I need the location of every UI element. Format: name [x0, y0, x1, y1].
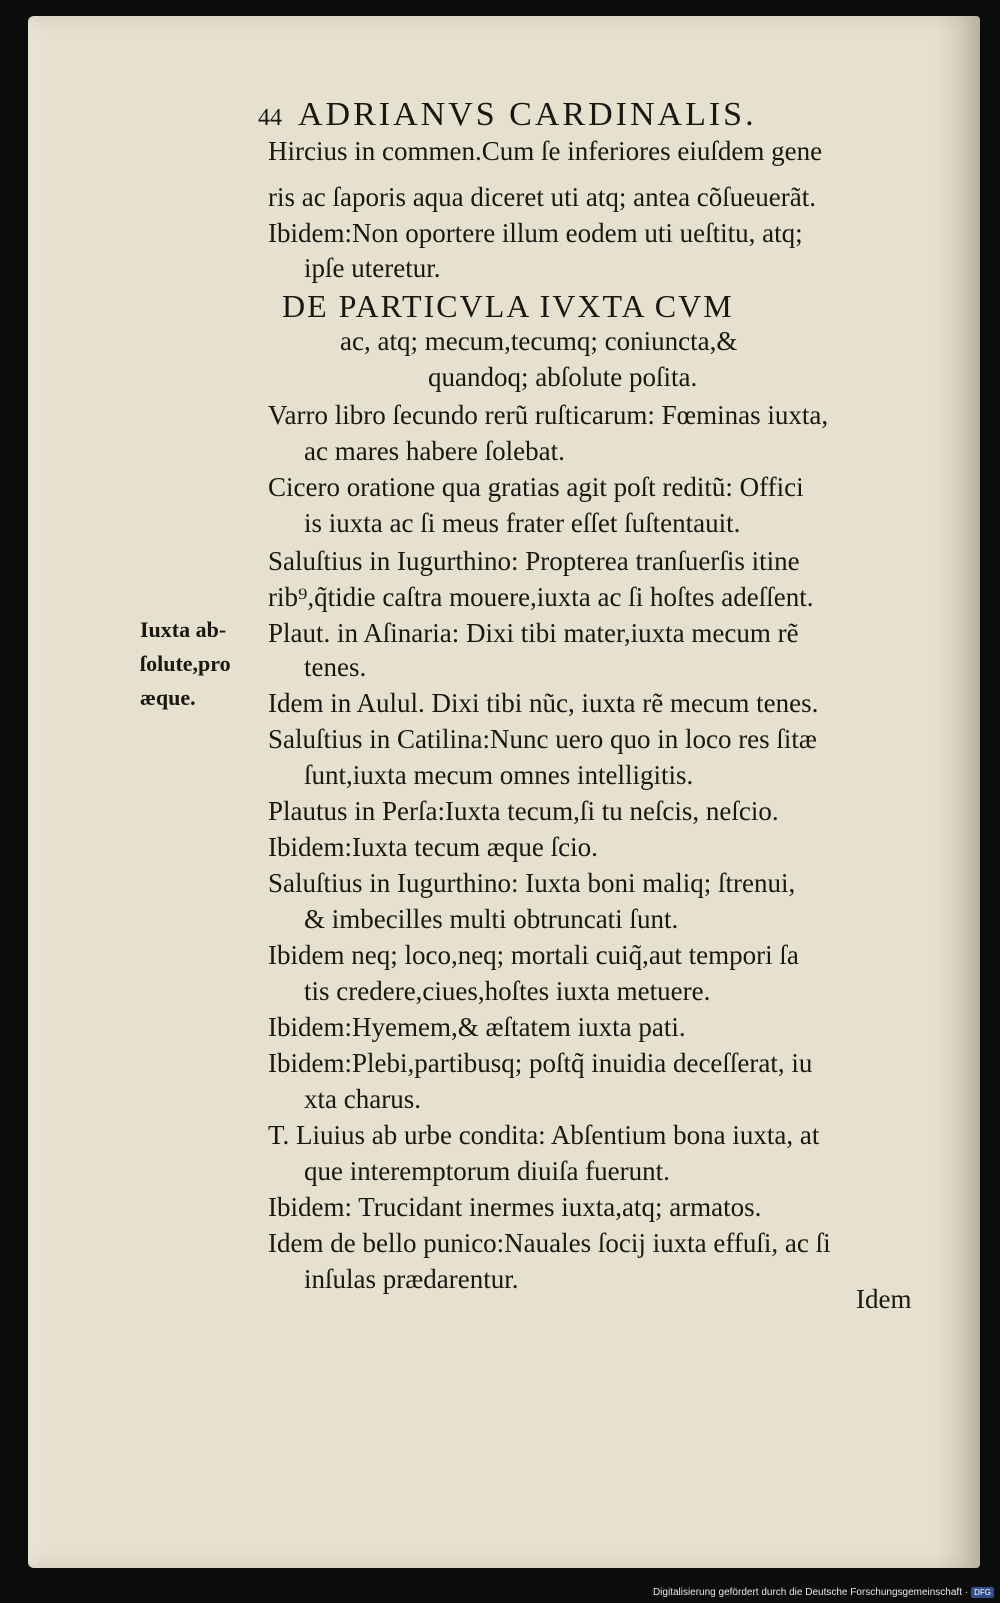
margin-note-line-1: Iuxta ab- — [140, 617, 227, 642]
text-line: ac, atq; mecum,tecumq; coniuncta,& — [340, 326, 738, 356]
digitization-credit — [653, 1587, 994, 1598]
text-line: rib⁹,q̃tidie caſtra mouere,iuxta ac ſi hoſtes adeſſent. — [268, 582, 814, 612]
text-line: Plaut. in Aſinaria: Dixi tibi mater,iuxta mecum rẽ — [268, 618, 799, 648]
text-line: Hircius in commen.Cum ſe inferiores eiuſdem gene — [268, 136, 823, 166]
text-line: Plautus in Perſa:Iuxta tecum,ſi tu neſcis, neſcio. — [268, 796, 779, 826]
text-line: is iuxta ac ſi meus frater eſſet ſuſtentauit. — [304, 508, 741, 538]
text-line: Ibidem:Hyemem,& æſtatem iuxta pati. — [268, 1012, 686, 1042]
text-line: Saluſtius in Catilina:Nunc uero quo in loco res ſitæ — [268, 724, 817, 754]
text-line: ac mares habere ſolebat. — [304, 436, 565, 466]
margin-note-line-2: ſolute,pro — [140, 651, 231, 676]
text-line: tis credere,ciues,hoſtes iuxta metuere. — [304, 976, 711, 1006]
catchword: Idem — [856, 1284, 912, 1314]
text-line: Ibidem: Trucidant inermes iuxta,atq; armatos. — [268, 1192, 762, 1222]
text-line: ipſe uteretur. — [304, 253, 441, 283]
text-line: tenes. — [304, 652, 367, 682]
text-line: Cicero oratione qua gratias agit poſt reditũ: Offici — [268, 472, 804, 502]
text-line: Saluſtius in Iugurthino: Iuxta boni maliq; ſtrenui, — [268, 868, 796, 898]
text-line: quandoq; abſolute poſita. — [428, 362, 698, 392]
text-line: Saluſtius in Iugurthino: Propterea tranſuerſis itine — [268, 546, 800, 576]
section-heading: DE PARTICVLA IVXTA CVM — [282, 288, 734, 324]
margin-note-line-3: æque. — [140, 685, 196, 710]
text-line: & imbecilles multi obtruncati ſunt. — [304, 904, 679, 934]
text-line: que interemptorum diuiſa fuerunt. — [304, 1156, 670, 1186]
text-line: inſulas prædarentur. — [304, 1264, 519, 1294]
text-line: Ibidem:Plebi,partibusq; poſtq̃ inuidia deceſſerat, iu — [268, 1048, 813, 1078]
credit-text: Digitalisierung gefördert durch die Deutsche Forschungsgemeinschaft · — [652, 1587, 969, 1598]
text-line: Varro libro ſecundo rerũ ruſticarum: Fœminas iuxta, — [268, 400, 829, 430]
text-line: xta charus. — [304, 1084, 421, 1114]
text-line: Ibidem:Non oportere illum eodem uti ueſtitu, atq; — [268, 218, 803, 248]
text-line: Idem in Aulul. Dixi tibi nũc, iuxta rẽ mecum tenes. — [268, 688, 819, 718]
text-line: ſunt,iuxta mecum omnes intelligitis. — [304, 760, 694, 790]
page-header — [258, 96, 757, 134]
text-line: Ibidem:Iuxta tecum æque ſcio. — [268, 832, 598, 862]
running-title: ADRIANVS CARDINALIS. — [298, 96, 757, 133]
text-line: Ibidem neq; loco,neq; mortali cuiq̃,aut tempori ſa — [268, 940, 799, 970]
dfg-logo: DFG — [971, 1587, 994, 1598]
text-line: Idem de bello punico:Nauales ſocij iuxta effuſi, ac ſi — [268, 1228, 831, 1258]
text-line: ris ac ſaporis aqua diceret uti atq; antea cõſueuerãt. — [268, 182, 816, 212]
page-number: 44 — [258, 105, 282, 131]
text-line: T. Liuius ab urbe condita: Abſentium bona iuxta, at — [268, 1120, 820, 1150]
